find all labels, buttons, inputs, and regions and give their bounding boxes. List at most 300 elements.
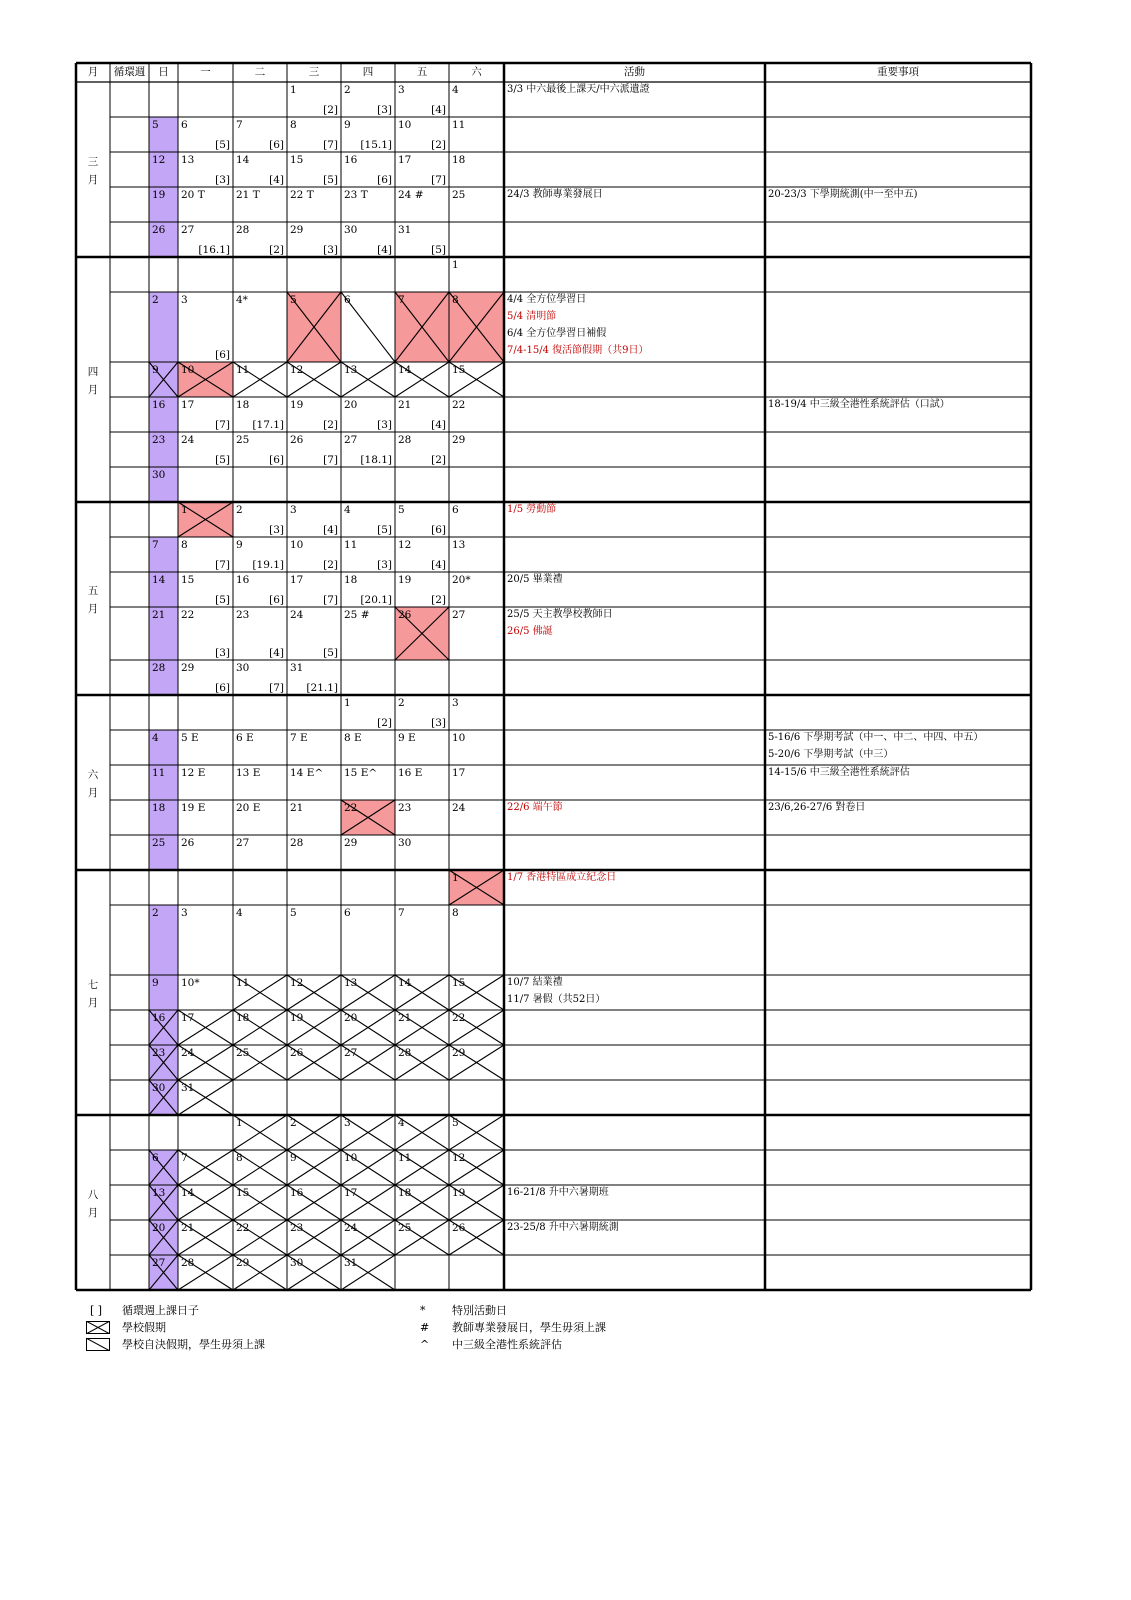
date-number: 21 bbox=[181, 1222, 195, 1234]
header-cell-label: 循環週 bbox=[113, 66, 146, 78]
important-item-text: 14-15/6 中三級全港性系統評估 bbox=[768, 767, 910, 778]
date-number: 4 bbox=[398, 1117, 405, 1129]
date-number: 24 bbox=[452, 802, 466, 814]
date-number: 2 bbox=[236, 504, 243, 516]
month-label: 三 bbox=[87, 155, 99, 168]
date-cell bbox=[395, 800, 449, 835]
date-number: 18 bbox=[236, 399, 250, 411]
date-cell bbox=[233, 152, 287, 187]
date-number: 19 E bbox=[181, 802, 206, 814]
date-number: 30 bbox=[236, 662, 250, 674]
date-number: 16 bbox=[344, 154, 358, 166]
date-cell bbox=[233, 800, 287, 835]
month-label: 月 bbox=[87, 786, 99, 799]
date-cell bbox=[341, 152, 395, 187]
date-cell bbox=[233, 502, 287, 537]
legend-school-holiday-text: 學校自決假期，學生毋須上課 bbox=[122, 1338, 265, 1351]
date-cell bbox=[178, 1185, 233, 1220]
date-number: 16 bbox=[152, 399, 166, 411]
date-number: 20 bbox=[344, 399, 358, 411]
month-label: 月 bbox=[87, 1206, 99, 1219]
date-cell bbox=[178, 117, 233, 152]
date-cell bbox=[287, 1010, 341, 1045]
date-cell bbox=[233, 1115, 287, 1150]
date-cell bbox=[449, 292, 504, 362]
activity-text: 3/3 中六最後上課天/中六派遺證 bbox=[507, 84, 650, 95]
date-number: 17 bbox=[181, 399, 195, 411]
date-number: 11 bbox=[452, 119, 466, 131]
date-cell bbox=[178, 397, 233, 432]
date-cell bbox=[341, 362, 395, 397]
cycle-day: [7] bbox=[269, 682, 284, 694]
date-number: 31 bbox=[344, 1257, 358, 1269]
date-number: 12 bbox=[290, 364, 304, 376]
date-number: 8 bbox=[290, 119, 297, 131]
date-number: 26 bbox=[398, 609, 412, 621]
date-cell bbox=[341, 537, 395, 572]
date-cell bbox=[395, 1220, 449, 1255]
header-cell-label: 二 bbox=[254, 66, 266, 78]
date-cell bbox=[149, 292, 178, 362]
date-cell bbox=[341, 432, 395, 467]
date-cell bbox=[449, 152, 504, 187]
cycle-day: [3] bbox=[377, 419, 392, 431]
date-cell bbox=[341, 607, 395, 660]
date-cell bbox=[178, 1150, 233, 1185]
date-number: 10 bbox=[344, 1152, 358, 1164]
legend-hash-text: 教師專業發展日，學生毋須上課 bbox=[452, 1321, 606, 1334]
date-number: 30 bbox=[344, 224, 358, 236]
date-number: 31 bbox=[290, 662, 304, 674]
cycle-day: [6] bbox=[269, 454, 284, 466]
date-cell bbox=[178, 1080, 233, 1115]
date-cell bbox=[341, 730, 395, 765]
date-cell bbox=[395, 1150, 449, 1185]
date-number: 1 bbox=[290, 84, 297, 96]
date-cell bbox=[287, 730, 341, 765]
date-cell bbox=[449, 905, 504, 975]
date-number: 18 bbox=[344, 574, 358, 586]
activity-text: 24/3 教師專業發展日 bbox=[507, 189, 603, 200]
date-cell bbox=[233, 432, 287, 467]
activity-text: 23-25/8 升中六暑期統測 bbox=[507, 1222, 619, 1233]
date-number: 29 bbox=[344, 837, 358, 849]
date-number: 25 # bbox=[344, 609, 370, 621]
date-number: 26 bbox=[181, 837, 195, 849]
date-cell bbox=[395, 187, 449, 222]
date-number: 23 bbox=[152, 434, 166, 446]
date-cell bbox=[149, 1045, 178, 1080]
date-cell bbox=[287, 800, 341, 835]
date-number: 2 bbox=[344, 84, 351, 96]
month-label: 四 bbox=[87, 365, 99, 378]
activity-text: 10/7 結業禮 bbox=[507, 977, 563, 988]
date-number: 11 bbox=[344, 539, 358, 551]
date-cell bbox=[233, 1045, 287, 1080]
date-cell bbox=[449, 432, 504, 467]
date-number: 4* bbox=[236, 294, 248, 306]
date-number: 24 bbox=[290, 609, 304, 621]
date-number: 14 E^ bbox=[290, 767, 324, 779]
cycle-day: [3] bbox=[215, 647, 230, 659]
date-number: 7 bbox=[152, 539, 159, 551]
date-cell bbox=[149, 467, 178, 502]
date-cell bbox=[395, 975, 449, 1010]
date-cell bbox=[449, 187, 504, 222]
date-cell bbox=[341, 187, 395, 222]
cycle-day: [2] bbox=[431, 139, 446, 151]
important-item-text: 5-16/6 下學期考試（中一、中二、中四、中五） bbox=[768, 732, 984, 743]
cycle-day: [5] bbox=[323, 647, 338, 659]
date-number: 10 bbox=[181, 364, 195, 376]
date-cell bbox=[149, 432, 178, 467]
date-number: 29 bbox=[452, 1047, 466, 1059]
date-cell bbox=[341, 1115, 395, 1150]
date-number: 22 bbox=[452, 399, 466, 411]
date-number: 11 bbox=[236, 977, 250, 989]
cycle-day: [3] bbox=[377, 104, 392, 116]
date-cell bbox=[178, 152, 233, 187]
date-number: 4 bbox=[152, 732, 159, 744]
date-number: 9 bbox=[290, 1152, 297, 1164]
date-number: 30 bbox=[152, 1082, 166, 1094]
date-cell bbox=[233, 397, 287, 432]
date-cell bbox=[178, 975, 233, 1010]
date-number: 22 T bbox=[290, 189, 314, 201]
activity-text: 16-21/8 升中六暑期班 bbox=[507, 1187, 609, 1198]
date-cell bbox=[178, 607, 233, 660]
date-number: 14 bbox=[152, 574, 166, 586]
date-cell bbox=[149, 572, 178, 607]
date-number: 7 bbox=[181, 1152, 188, 1164]
date-cell bbox=[449, 870, 504, 905]
date-number: 10 bbox=[398, 119, 412, 131]
date-cell bbox=[287, 1045, 341, 1080]
date-cell bbox=[341, 975, 395, 1010]
date-number: 23 bbox=[152, 1047, 166, 1059]
date-number: 18 bbox=[236, 1012, 250, 1024]
date-cell bbox=[287, 1185, 341, 1220]
date-number: 3 bbox=[181, 294, 188, 306]
date-cell bbox=[341, 397, 395, 432]
cycle-day: [2] bbox=[323, 104, 338, 116]
month-label: 月 bbox=[87, 173, 99, 186]
cycle-day: [19.1] bbox=[252, 559, 284, 571]
date-cell bbox=[449, 82, 504, 117]
date-cell bbox=[149, 765, 178, 800]
date-cell bbox=[287, 432, 341, 467]
date-number: 27 bbox=[152, 1257, 166, 1269]
date-cell bbox=[149, 1080, 178, 1115]
date-number: 17 bbox=[452, 767, 466, 779]
cycle-day: [2] bbox=[323, 419, 338, 431]
date-cell bbox=[395, 765, 449, 800]
month-label: 月 bbox=[87, 996, 99, 1009]
date-number: 15 bbox=[452, 977, 466, 989]
date-cell bbox=[149, 660, 178, 695]
date-cell bbox=[149, 975, 178, 1010]
cycle-day: [3] bbox=[215, 174, 230, 186]
date-cell bbox=[178, 800, 233, 835]
date-number: 3 bbox=[344, 1117, 351, 1129]
date-cell bbox=[449, 502, 504, 537]
date-number: 12 E bbox=[181, 767, 206, 779]
date-cell bbox=[287, 607, 341, 660]
cycle-day: [7] bbox=[323, 594, 338, 606]
date-number: 9 bbox=[344, 119, 351, 131]
date-cell bbox=[149, 1255, 178, 1290]
date-number: 16 bbox=[236, 574, 250, 586]
date-cell bbox=[395, 835, 449, 870]
date-number: 7 bbox=[398, 907, 405, 919]
date-cell bbox=[395, 695, 449, 730]
date-number: 21 T bbox=[236, 189, 260, 201]
date-number: 25 bbox=[452, 189, 466, 201]
date-number: 8 E bbox=[344, 732, 362, 744]
date-number: 2 bbox=[398, 697, 405, 709]
date-number: 27 bbox=[344, 1047, 358, 1059]
date-number: 3 bbox=[290, 504, 297, 516]
date-number: 13 bbox=[152, 1187, 166, 1199]
header-cell-label: 月 bbox=[87, 66, 99, 78]
activity-text: 1/5 勞動節 bbox=[507, 504, 557, 515]
date-cell bbox=[395, 222, 449, 257]
date-cell bbox=[233, 1185, 287, 1220]
date-cell bbox=[341, 800, 395, 835]
date-number: 19 bbox=[290, 1012, 304, 1024]
activity-text: 20/5 畢業禮 bbox=[507, 574, 563, 585]
date-number: 17 bbox=[398, 154, 412, 166]
activity-text: 6/4 全方位學習日補假 bbox=[507, 328, 607, 339]
date-cell bbox=[233, 292, 287, 362]
header-cell-label: 一 bbox=[200, 66, 211, 78]
date-cell bbox=[449, 1220, 504, 1255]
date-number: 23 bbox=[398, 802, 412, 814]
date-number: 25 bbox=[152, 837, 166, 849]
date-number: 28 bbox=[398, 434, 412, 446]
cycle-day: [6] bbox=[269, 594, 284, 606]
date-cell bbox=[395, 82, 449, 117]
activity-text: 25/5 天主教學校教師日 bbox=[507, 609, 613, 620]
date-cell bbox=[341, 1150, 395, 1185]
date-number: 14 bbox=[398, 364, 412, 376]
legend-holiday-icon bbox=[86, 1321, 110, 1334]
month-label: 八 bbox=[87, 1188, 99, 1201]
legend-caret-symbol: ^ bbox=[420, 1338, 430, 1351]
date-number: 26 bbox=[290, 434, 304, 446]
date-number: 19 bbox=[290, 399, 304, 411]
important-item-text: 5-20/6 下學期考試（中三） bbox=[768, 749, 894, 760]
month-label: 五 bbox=[87, 584, 99, 597]
important-item-text: 20-23/3 下學期統測(中一至中五) bbox=[768, 189, 918, 200]
date-cell bbox=[287, 187, 341, 222]
cycle-day: [5] bbox=[215, 594, 230, 606]
legend-hash-symbol: # bbox=[420, 1321, 430, 1334]
date-cell bbox=[341, 1255, 395, 1290]
date-number: 30 bbox=[290, 1257, 304, 1269]
date-number: 5 bbox=[452, 1117, 459, 1129]
date-cell bbox=[149, 835, 178, 870]
date-cell bbox=[449, 1115, 504, 1150]
cycle-day: [5] bbox=[323, 174, 338, 186]
date-cell bbox=[233, 1010, 287, 1045]
date-cell bbox=[341, 82, 395, 117]
date-cell bbox=[149, 1010, 178, 1045]
date-number: 29 bbox=[236, 1257, 250, 1269]
date-number: 29 bbox=[290, 224, 304, 236]
date-cell bbox=[287, 502, 341, 537]
date-number: 29 bbox=[452, 434, 466, 446]
cycle-day: [2] bbox=[269, 244, 284, 256]
cycle-day: [2] bbox=[377, 717, 392, 729]
cycle-day: [17.1] bbox=[252, 419, 284, 431]
date-cell bbox=[149, 607, 178, 660]
date-cell bbox=[178, 362, 233, 397]
date-cell bbox=[149, 187, 178, 222]
date-cell bbox=[178, 1045, 233, 1080]
date-number: 16 bbox=[152, 1012, 166, 1024]
cycle-day: [6] bbox=[269, 139, 284, 151]
date-number: 12 bbox=[398, 539, 412, 551]
cycle-day: [2] bbox=[431, 454, 446, 466]
date-cell bbox=[149, 362, 178, 397]
legend-holiday-text: 學校假期 bbox=[122, 1321, 166, 1334]
cycle-day: [7] bbox=[431, 174, 446, 186]
legend-star-text: 特別活動日 bbox=[452, 1304, 507, 1317]
header-cell-label: 日 bbox=[158, 66, 169, 78]
date-number: 15 bbox=[452, 364, 466, 376]
date-number: 5 bbox=[290, 907, 297, 919]
date-number: 22 bbox=[181, 609, 195, 621]
date-cell bbox=[449, 1150, 504, 1185]
activity-text: 7/4-15/4 復活節假期（共9日） bbox=[507, 345, 649, 356]
date-number: 15 bbox=[290, 154, 304, 166]
date-cell bbox=[233, 1255, 287, 1290]
cycle-day: [3] bbox=[377, 559, 392, 571]
date-cell bbox=[233, 187, 287, 222]
cycle-day: [3] bbox=[323, 244, 338, 256]
date-cell bbox=[178, 292, 233, 362]
date-cell bbox=[341, 502, 395, 537]
date-number: 18 bbox=[152, 802, 166, 814]
legend-caret-text: 中三級全港性系統評估 bbox=[452, 1338, 562, 1351]
date-number: 30 bbox=[398, 837, 412, 849]
header-cell-label: 三 bbox=[308, 66, 320, 78]
date-cell bbox=[178, 905, 233, 975]
date-cell bbox=[341, 835, 395, 870]
date-number: 21 bbox=[152, 609, 166, 621]
date-number: 24 bbox=[181, 1047, 195, 1059]
date-number: 7 E bbox=[290, 732, 308, 744]
date-cell bbox=[233, 1150, 287, 1185]
date-number: 31 bbox=[398, 224, 412, 236]
date-cell bbox=[287, 1150, 341, 1185]
date-cell bbox=[233, 117, 287, 152]
date-cell bbox=[341, 222, 395, 257]
cycle-day: [4] bbox=[269, 174, 284, 186]
date-cell bbox=[287, 905, 341, 975]
date-number: 27 bbox=[344, 434, 358, 446]
cycle-day: [6] bbox=[215, 349, 230, 361]
cycle-day: [3] bbox=[431, 717, 446, 729]
date-cell bbox=[149, 730, 178, 765]
date-number: 13 E bbox=[236, 767, 261, 779]
cycle-day: [4] bbox=[431, 104, 446, 116]
date-number: 12 bbox=[452, 1152, 466, 1164]
cycle-day: [15.1] bbox=[360, 139, 392, 151]
date-cell bbox=[449, 730, 504, 765]
date-number: 15 bbox=[236, 1187, 250, 1199]
date-number: 20 E bbox=[236, 802, 261, 814]
date-cell bbox=[395, 117, 449, 152]
date-number: 2 bbox=[152, 907, 159, 919]
cycle-day: [20.1] bbox=[360, 594, 392, 606]
header-cell-label: 活動 bbox=[624, 66, 645, 78]
date-cell bbox=[178, 432, 233, 467]
cycle-day: [16.1] bbox=[198, 244, 230, 256]
date-number: 28 bbox=[181, 1257, 195, 1269]
date-number: 14 bbox=[398, 977, 412, 989]
date-number: 10* bbox=[181, 977, 200, 989]
date-number: 1 bbox=[452, 259, 459, 271]
date-cell bbox=[178, 730, 233, 765]
date-number: 6 bbox=[452, 504, 459, 516]
cycle-day: [6] bbox=[377, 174, 392, 186]
date-cell bbox=[287, 117, 341, 152]
date-number: 2 bbox=[152, 294, 159, 306]
date-cell bbox=[341, 905, 395, 975]
date-number: 14 bbox=[236, 154, 250, 166]
date-number: 17 bbox=[181, 1012, 195, 1024]
cycle-day: [4] bbox=[377, 244, 392, 256]
date-number: 25 bbox=[398, 1222, 412, 1234]
header-cell-label: 五 bbox=[416, 66, 428, 78]
date-number: 1 bbox=[344, 697, 351, 709]
header-cell-label: 四 bbox=[362, 66, 374, 78]
date-number: 17 bbox=[290, 574, 304, 586]
date-cell bbox=[233, 607, 287, 660]
date-number: 9 E bbox=[398, 732, 416, 744]
date-cell bbox=[341, 572, 395, 607]
date-number: 8 bbox=[452, 907, 459, 919]
date-number: 15 E^ bbox=[344, 767, 378, 779]
date-number: 28 bbox=[236, 224, 250, 236]
cycle-day: [6] bbox=[215, 682, 230, 694]
date-number: 19 bbox=[152, 189, 166, 201]
date-number: 16 bbox=[290, 1187, 304, 1199]
cycle-day: [7] bbox=[215, 559, 230, 571]
date-number: 8 bbox=[452, 294, 459, 306]
date-cell bbox=[341, 695, 395, 730]
date-number: 24 # bbox=[398, 189, 424, 201]
activity-text: 5/4 清明節 bbox=[507, 311, 557, 322]
date-cell bbox=[341, 1045, 395, 1080]
date-number: 25 bbox=[236, 1047, 250, 1059]
date-cell bbox=[287, 660, 341, 695]
date-cell bbox=[233, 835, 287, 870]
date-cell bbox=[341, 117, 395, 152]
date-cell bbox=[287, 975, 341, 1010]
activity-text: 4/4 全方位學習日 bbox=[507, 294, 587, 305]
date-cell bbox=[233, 660, 287, 695]
date-cell bbox=[449, 607, 504, 660]
date-cell bbox=[341, 765, 395, 800]
date-cell bbox=[149, 905, 178, 975]
date-cell bbox=[178, 187, 233, 222]
date-cell bbox=[395, 572, 449, 607]
date-number: 9 bbox=[152, 364, 159, 376]
date-number: 4 bbox=[236, 907, 243, 919]
